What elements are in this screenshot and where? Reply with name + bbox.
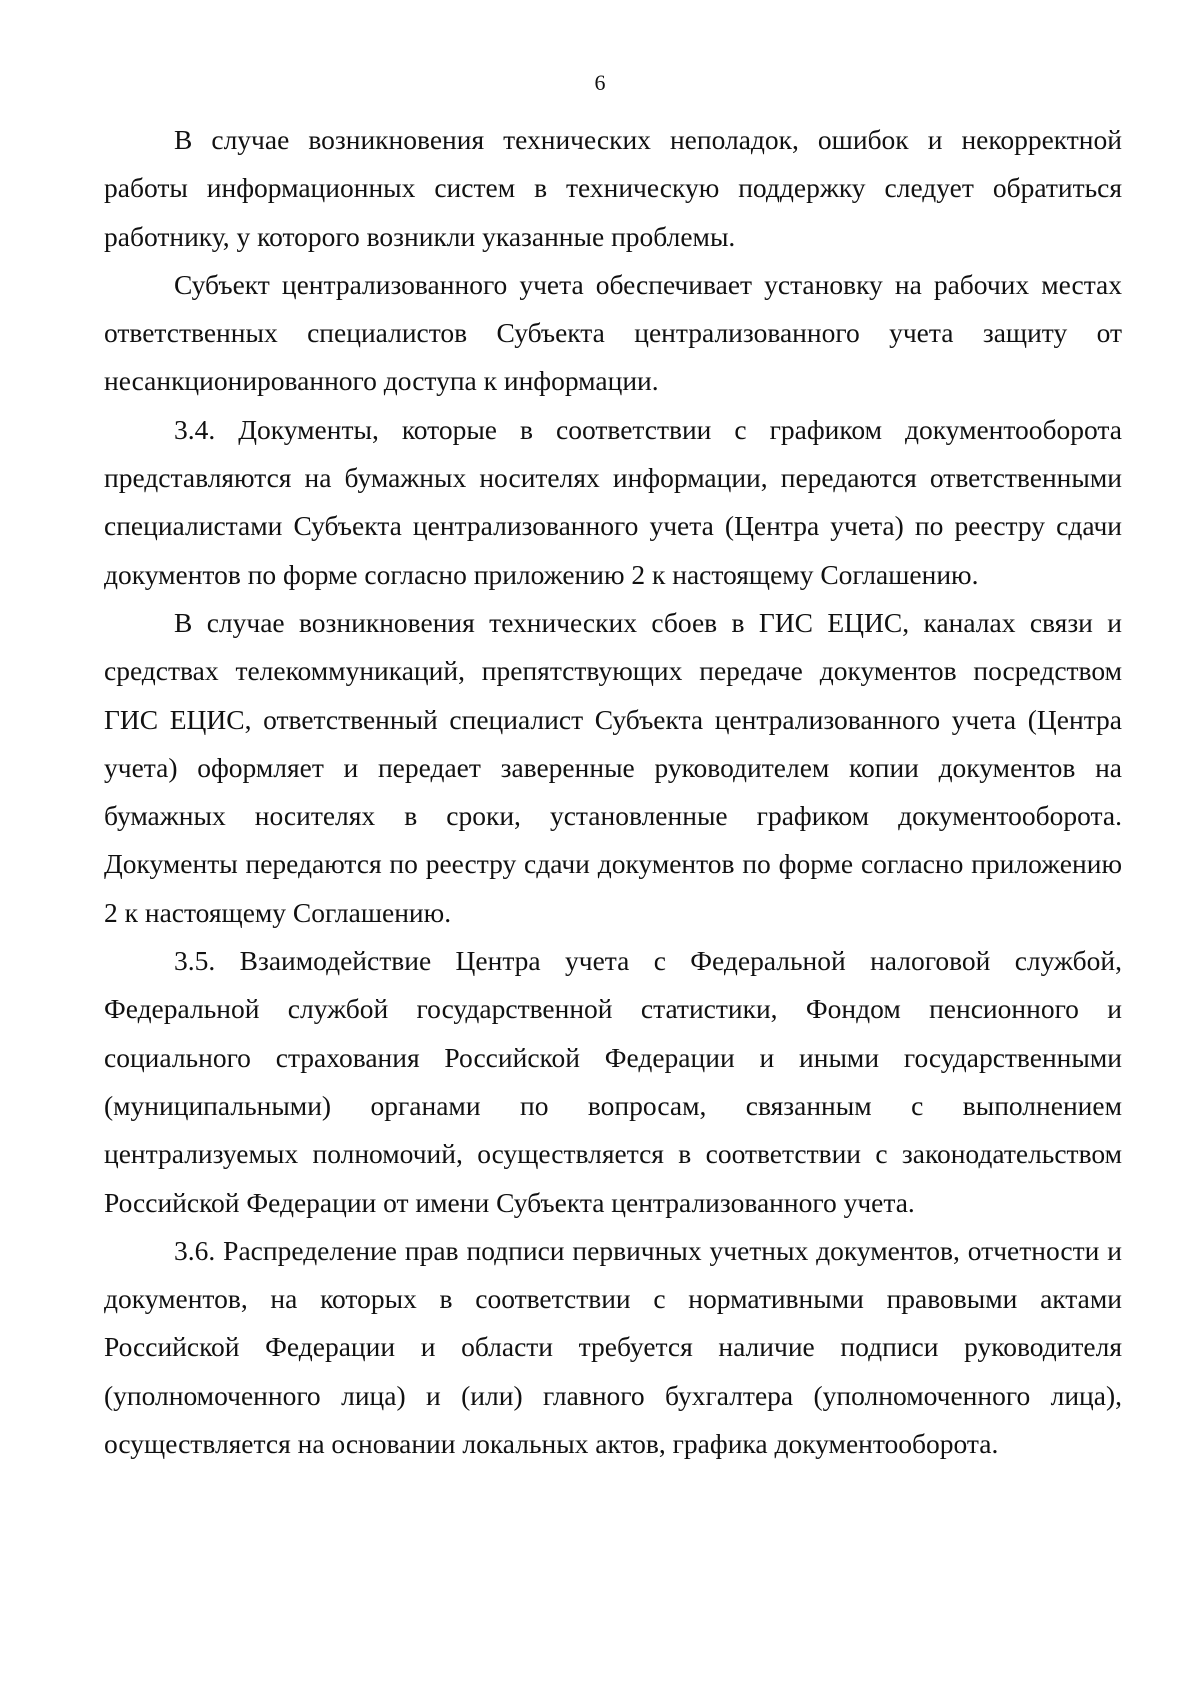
page-number: 6 bbox=[594, 70, 606, 95]
paragraph-technical-support: В случае возникновения технических неполадок, ошибок и некорректной работы информационных систем в техническую поддержку следует обратиться работнику, у которого возникли указанные проблемы. bbox=[104, 124, 1122, 252]
paragraph-technical-failures: В случае возникновения технических сбоев в ГИС ЕЦИС, каналах связи и средствах телекоммуникаций, препятствующих передаче документов посредством ГИС ЕЦИС, ответственный специалист Субъекта централизованного учета (Центра учета) оформляет и передает заверенные руководителем копии документов на бумажных носителях в сроки, установленные графиком документооборота. Документы передаются по реестру сдачи документов по форме согласно приложению 2 к настоящему Соглашению. bbox=[104, 606, 1122, 928]
document-body bbox=[104, 116, 1122, 1468]
paragraph-access-protection: Субъект централизованного учета обеспечивает установку на рабочих местах ответственных специалистов Субъекта централизованного учета защиту от несанкционированного доступа к информации. bbox=[104, 268, 1122, 397]
paragraph-3-6-signature-rights: 3.6. Распределение прав подписи первичных учетных документов, отчетности и документов, на которых в соответствии с нормативными правовыми актами Российской Федерации и области требуется наличие подписи руководителя (уполномоченного лица) и (или) главного бухгалтера (уполномоченного лица), осуществляется на основании локальных актов, графика документооборота. bbox=[104, 1234, 1122, 1460]
paragraph-3-4-paper-documents: 3.4. Документы, которые в соответствии с графиком документооборота представляются на бумажных носителях информации, передаются ответственными специалистами Субъекта централизованного учета (Центра учета) по реестру сдачи документов по форме согласно приложению 2 к настоящему Соглашению. bbox=[104, 413, 1122, 590]
paragraph-3-5-interaction: 3.5. Взаимодействие Центра учета с Федеральной налоговой службой, Федеральной службой государственной статистики, Фондом пенсионного и социального страхования Российской Федерации и иными государственными (муниципальными) органами по вопросам, связанным с выполнением централизуемых полномочий, осуществляется в соответствии с законодательством Российской Федерации от имени Субъекта централизованного учета. bbox=[104, 945, 1122, 1218]
